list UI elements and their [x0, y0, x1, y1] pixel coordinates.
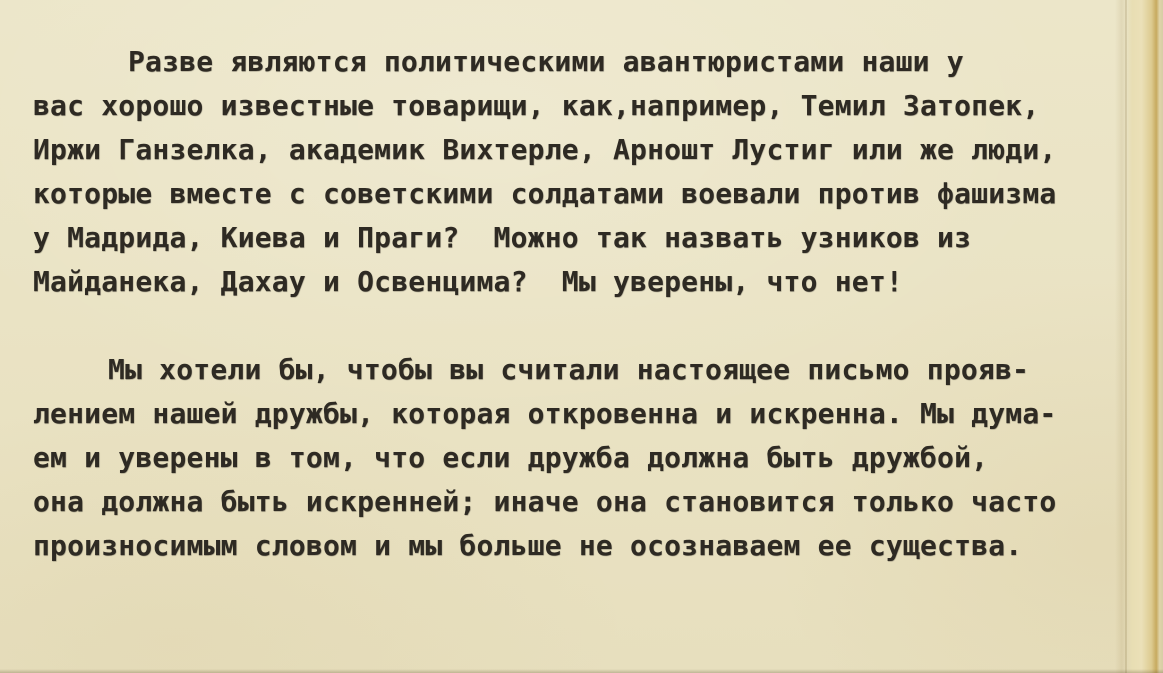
text-line: Разве являются политическими авантюристами наши у: [128, 45, 964, 78]
page-right-edge: [1115, 0, 1163, 673]
letter-text: [33, 40, 1118, 568]
text-line: Иржи Ганзелка, академик Вихтерле, Арношт Лустиг или же люди,: [33, 133, 1057, 166]
text-line: у Мадрида, Киева и Праги? Можно так назвать узников из: [33, 221, 972, 254]
text-line: вас хорошо известные товарищи, как,например, Темил Затопек,: [33, 89, 1040, 122]
text-line: лением нашей дружбы, которая откровенна и искренна. Мы дума-: [33, 397, 1057, 430]
text-line: которые вместе с советскими солдатами воевали против фашизма: [33, 177, 1057, 210]
photo-bottom-edge: [0, 669, 1163, 673]
text-line: Мы хотели бы, чтобы вы считали настоящее письмо прояв-: [108, 353, 1030, 386]
text-line: она должна быть искренней; иначе она становится только часто: [33, 485, 1057, 518]
text-line: Майданека, Дахау и Освенцима? Мы уверены, что нет!: [33, 265, 903, 298]
paragraph: [33, 348, 1118, 568]
text-line: ем и уверены в том, что если дружба должна быть дружбой,: [33, 441, 989, 474]
paragraph: [33, 40, 1118, 304]
text-line: произносимым словом и мы больше не осознаваем ее существа.: [33, 529, 1023, 562]
